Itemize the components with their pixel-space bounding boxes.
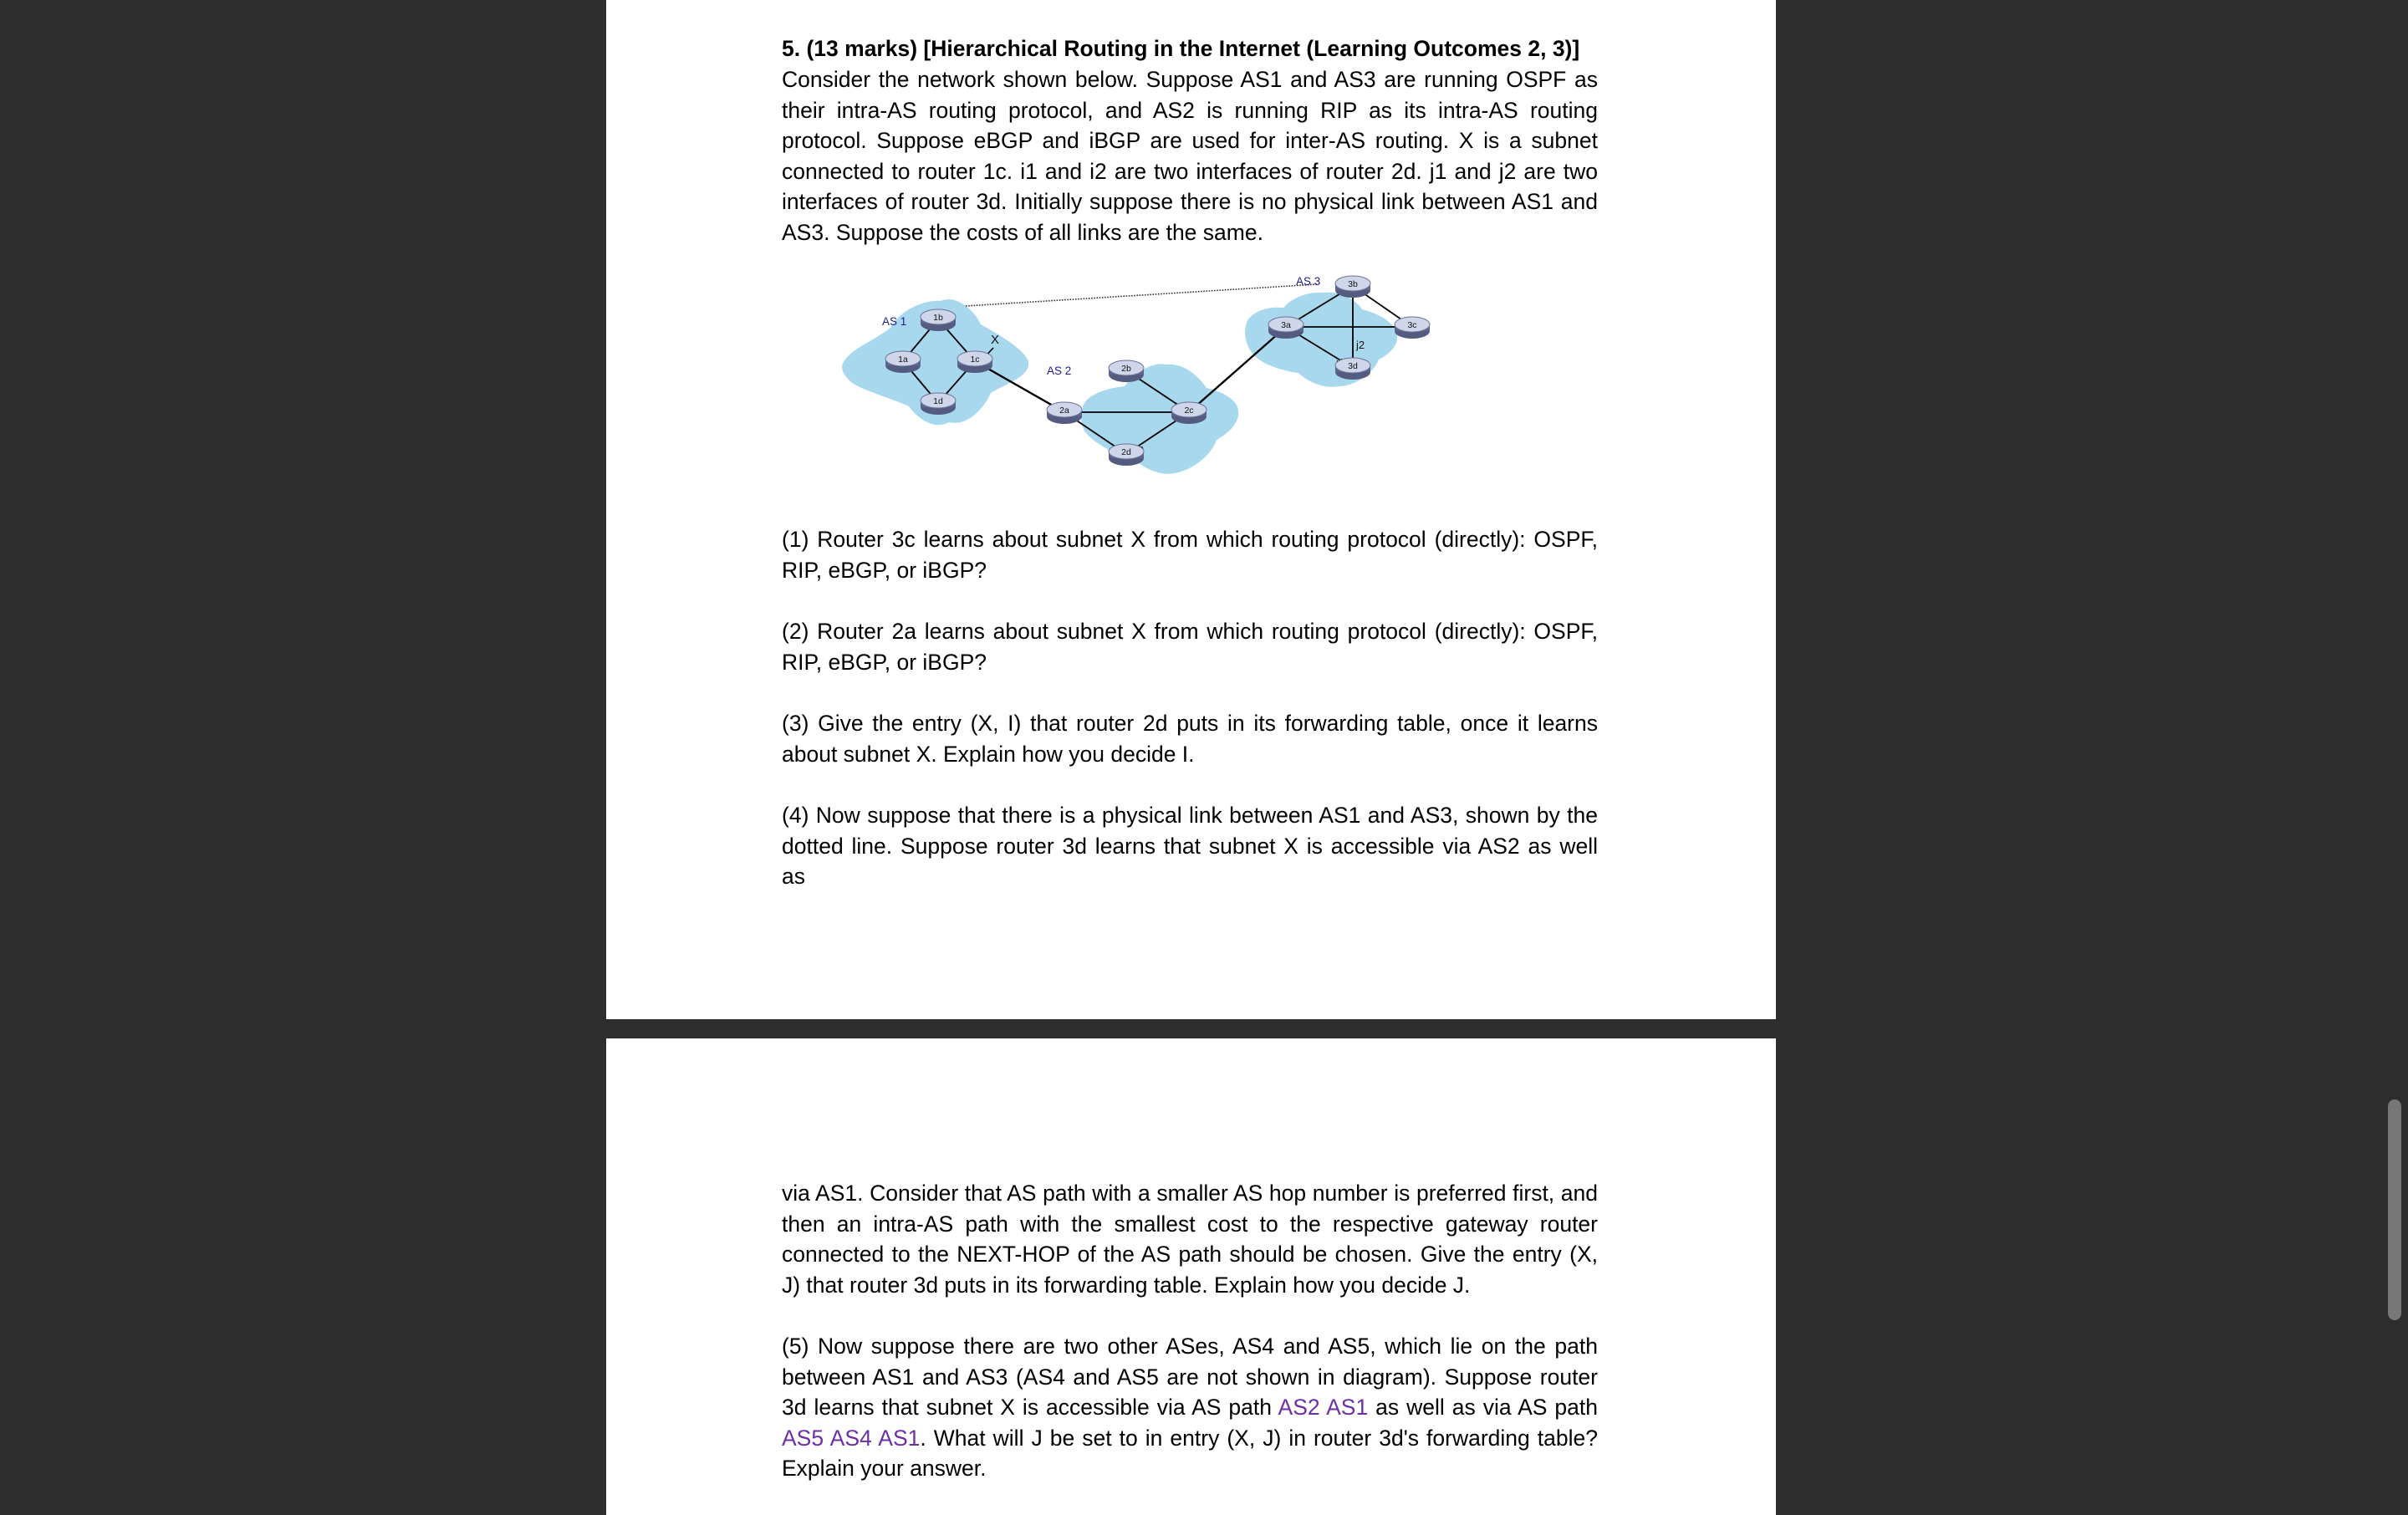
question-part-4-start: (4) Now suppose that there is a physical link between AS1 and AS3, shown by the dotted line. Suppose router 3d learns that subnet X is accessible via AS2 as well as (782, 803, 1598, 890)
router-2a (1047, 402, 1082, 424)
svg-text:1a: 1a (898, 355, 908, 365)
router-2d (1109, 444, 1144, 466)
router-1b (921, 309, 956, 331)
link-2c-3a (1189, 327, 1286, 412)
network-diagram (840, 251, 1417, 485)
svg-text:1b: 1b (933, 313, 943, 323)
svg-text:3d: 3d (1348, 361, 1358, 371)
router-1a (885, 351, 921, 373)
as2-cloud (1081, 364, 1238, 473)
vertical-scrollbar-thumb[interactable] (2388, 1099, 2401, 1320)
subnet-x-label: X (990, 333, 1000, 347)
router-1c (957, 351, 992, 373)
question-part-3: (3) Give the entry (X, I) that router 2d puts in its forwarding table, once it learns about subnet X. Explain how you decide I. (782, 711, 1598, 767)
svg-text:2b: 2b (1121, 364, 1131, 374)
svg-text:1c: 1c (970, 355, 980, 365)
svg-text:3a: 3a (1281, 320, 1291, 330)
svg-text:1d: 1d (933, 396, 943, 406)
as1-as3-dotted-link (966, 284, 1317, 306)
interface-j2-label: j2 (1355, 339, 1365, 351)
svg-text:2c: 2c (1184, 406, 1194, 416)
q5-text-middle: as well as via AS path (1368, 1395, 1598, 1421)
svg-text:3b: 3b (1348, 279, 1358, 289)
pdf-page-2 (606, 1038, 1776, 1515)
svg-text:2d: 2d (1121, 447, 1131, 457)
question-part-1: (1) Router 3c learns about subnet X from which routing protocol (directly): OSPF, RIP, eBGP, or iBGP? (782, 527, 1598, 583)
svg-text:3c: 3c (1407, 320, 1417, 330)
router-1d (921, 393, 956, 415)
router-3b (1335, 276, 1370, 298)
question-part-4-continued: via AS1. Consider that AS path with a smaller AS hop number is preferred first, and then an intra-AS path with the smallest cost to the respective gateway router connected to the NEXT-HOP of the AS path should be chosen. Give the entry (X, J) that router 3d puts in its forwarding table. Explain how you decide J. (782, 1181, 1598, 1298)
router-2b (1109, 360, 1144, 382)
as-path-as2-as1: AS2 AS1 (1278, 1395, 1369, 1421)
router-3c (1395, 317, 1430, 339)
router-2c (1171, 402, 1207, 424)
q5-text-after: . What will J be set to in entry (X, J) in router 3d's forwarding table? Explain your answer. (782, 1425, 1598, 1482)
pdf-page-1 (606, 0, 1776, 1019)
question-intro: Consider the network shown below. Suppose AS1 and AS3 are running OSPF as their intra-AS routing protocol, and AS2 is running RIP as its intra-AS routing protocol. Suppose eBGP and iBGP are used for inter-AS routing. X is a subnet connected to router 1c. i1 and i2 are two interfaces of router 2d. j1 and j2 are two interfaces of router 3d. Initially suppose there is no physical link between AS1 and AS3. Suppose the costs of all links are the same. (782, 67, 1598, 245)
as3-label: AS 3 (1296, 275, 1321, 288)
q5-text-before: (5) Now suppose there are two other ASes, AS4 and AS5, which lie on the path between AS1 and AS3 (AS4 and AS5 are not shown in diagram). Suppose router 3d learns that subnet X is accessible via AS path (782, 1334, 1598, 1421)
router-3d (1335, 358, 1370, 380)
as2-label: AS 2 (1047, 365, 1072, 377)
question-part-2: (2) Router 2a learns about subnet X from which routing protocol (directly): OSPF, RIP, eBGP, or iBGP? (782, 619, 1598, 675)
svg-text:2a: 2a (1059, 406, 1069, 416)
as-path-as5-as4-as1: AS5 AS4 AS1 (782, 1425, 921, 1451)
as3-cloud (1245, 293, 1397, 387)
question-title: 5. (13 marks) [Hierarchical Routing in the Internet (Learning Outcomes 2, 3)] (782, 36, 1580, 61)
question-part-5 (782, 1331, 1598, 1484)
as1-label: AS 1 (882, 315, 907, 328)
router-3a (1268, 317, 1303, 339)
